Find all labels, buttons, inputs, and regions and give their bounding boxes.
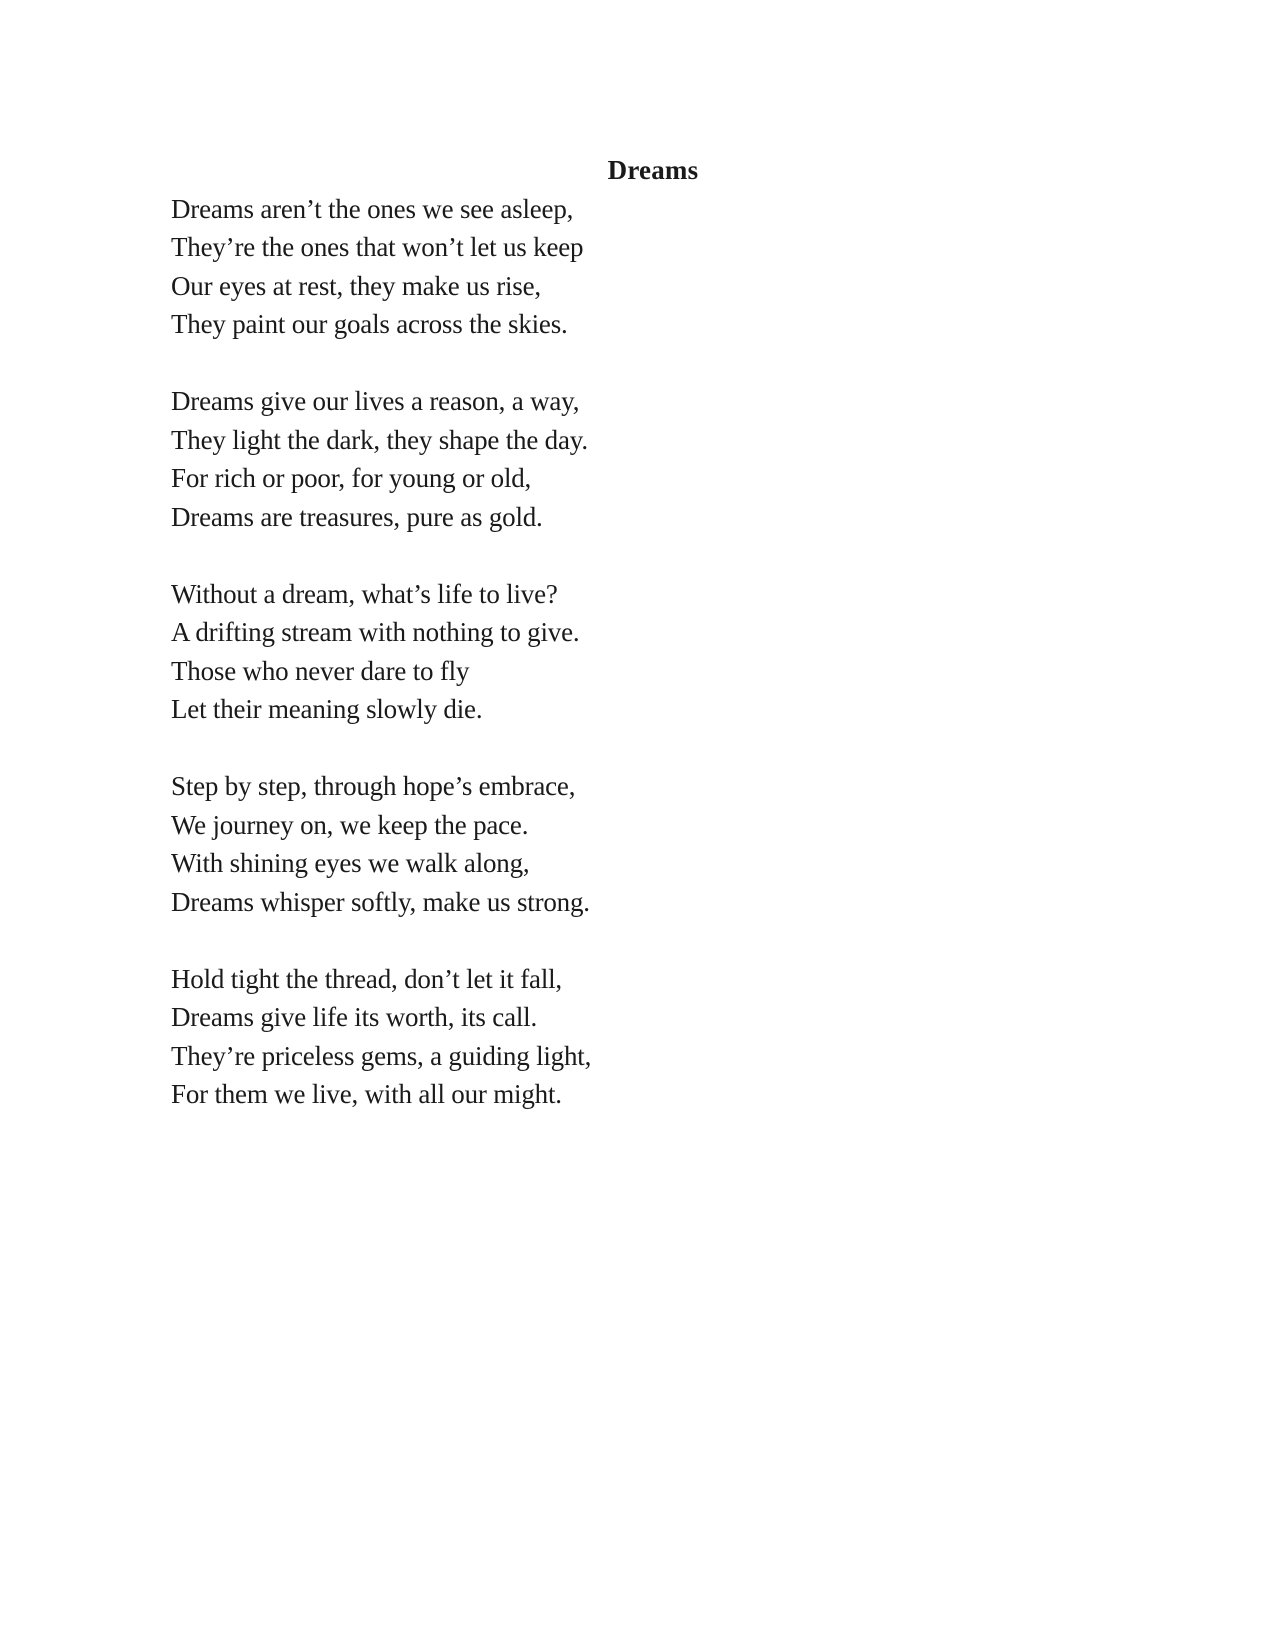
poem-title: Dreams bbox=[607, 155, 699, 185]
poem-line: A drifting stream with nothing to give. bbox=[171, 617, 580, 647]
poem-line: Without a dream, what’s life to live? bbox=[171, 578, 558, 609]
poem-line: We journey on, we keep the pace. bbox=[171, 809, 529, 840]
poem-line: Dreams are treasures, pure as gold. bbox=[171, 501, 543, 532]
poem-line: For them we live, with all our might. bbox=[171, 1079, 562, 1109]
poem-line: They’re the ones that won’t let us keep bbox=[171, 232, 584, 262]
poem-line: Dreams aren’t the ones we see asleep, bbox=[171, 193, 574, 224]
poem-line: Let their meaning slowly die. bbox=[171, 694, 483, 724]
poem-stanza bbox=[171, 960, 1135, 1114]
poem-body bbox=[171, 190, 1135, 1114]
poem-line: For rich or poor, for young or old, bbox=[171, 463, 532, 493]
poem-line: Dreams give our lives a reason, a way, bbox=[171, 386, 580, 416]
poem-line: Our eyes at rest, they make us rise, bbox=[171, 270, 541, 301]
poem-line: Dreams give life its worth, its call. bbox=[171, 1002, 538, 1032]
poem-stanza bbox=[171, 382, 1135, 536]
poem-line: They paint our goals across the skies. bbox=[171, 309, 568, 339]
poem-stanza bbox=[171, 767, 1135, 921]
poem-line: With shining eyes we walk along, bbox=[171, 848, 530, 878]
poem-stanza bbox=[171, 190, 1135, 344]
poem-stanza bbox=[171, 575, 1135, 729]
poem-line: They’re priceless gems, a guiding light, bbox=[171, 1040, 592, 1071]
poem-line: Those who never dare to fly bbox=[171, 655, 470, 686]
poem-line: Dreams whisper softly, make us strong. bbox=[171, 886, 590, 917]
poem-line: They light the dark, they shape the day. bbox=[171, 424, 588, 455]
poem-line: Hold tight the thread, don’t let it fall, bbox=[171, 963, 562, 994]
poem-content bbox=[171, 151, 1135, 1114]
poem-line: Step by step, through hope’s embrace, bbox=[171, 771, 576, 801]
